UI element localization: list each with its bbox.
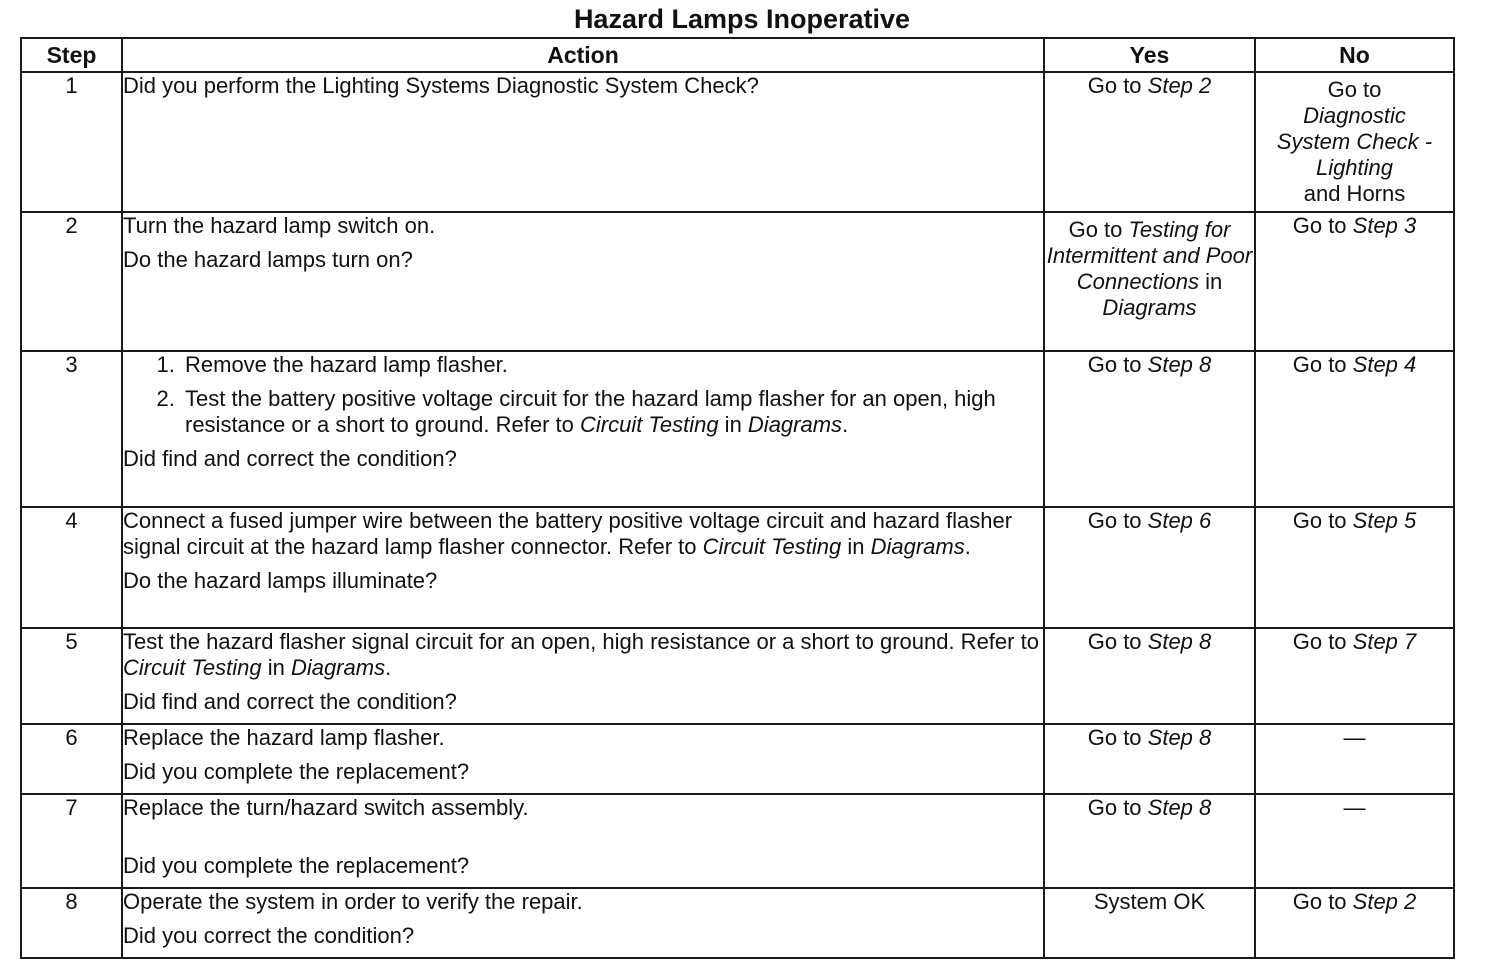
- yes-step-link[interactable]: Step 2: [1147, 73, 1212, 98]
- action-text-body: Connect a fused jumper wire between the battery positive voltage circuit and hazard flasher signal circuit at the hazard lamp flasher connector. Refer to: [123, 508, 1013, 559]
- yes-cell: [1044, 212, 1255, 351]
- circuit-testing-link[interactable]: Circuit Testing: [123, 655, 262, 680]
- yes-prefix: Go to: [1068, 217, 1129, 242]
- no-cell: [1255, 507, 1454, 628]
- action-text-end: .: [964, 534, 971, 559]
- list-item: [181, 386, 1043, 438]
- yes-cell: [1044, 628, 1255, 724]
- page-title: Hazard Lamps Inoperative: [573, 4, 911, 34]
- no-prefix: Go to: [1292, 213, 1353, 238]
- no-cell: [1255, 888, 1454, 958]
- list-item: 1. Remove the hazard lamp flasher.: [181, 352, 1043, 378]
- no-prefix: Go to: [1292, 889, 1353, 914]
- no-cell: [1255, 794, 1454, 888]
- yes-step-link[interactable]: Step 8: [1147, 795, 1212, 820]
- step-number: 2: [21, 212, 122, 351]
- action-cell: [122, 507, 1044, 628]
- no-cell: [1255, 72, 1454, 212]
- action-text: Did you perform the Lighting Systems Diagnostic System Check?: [123, 73, 759, 98]
- action-text-mid: in: [841, 534, 871, 559]
- diagrams-link[interactable]: Diagrams: [870, 534, 965, 559]
- table-row: [21, 212, 1454, 351]
- action-question: Did find and correct the condition?: [123, 446, 457, 471]
- action-text: Replace the turn/hazard switch assembly.: [123, 795, 529, 820]
- header-action: Action: [122, 38, 1044, 72]
- step-number: 7: [21, 794, 122, 888]
- table-row: [21, 724, 1454, 794]
- yes-cell: [1044, 888, 1255, 958]
- yes-mid: in: [1199, 269, 1223, 294]
- no-cell: [1255, 724, 1454, 794]
- action-cell: [122, 351, 1044, 507]
- action-cell: [122, 724, 1044, 794]
- circuit-testing-link[interactable]: Circuit Testing: [579, 412, 719, 437]
- action-question: Do the hazard lamps illuminate?: [123, 568, 438, 593]
- header-no: No: [1255, 38, 1454, 72]
- list-item-mid: in: [718, 412, 748, 437]
- yes-cell: [1044, 507, 1255, 628]
- action-cell: [122, 888, 1044, 958]
- yes-prefix: Go to: [1087, 352, 1148, 377]
- list-item-text: Test the battery positive voltage circuit for the hazard lamp flasher for an open, high resistance or a short to ground. Refer to: [185, 386, 996, 437]
- header-step: Step: [21, 38, 122, 72]
- action-text: [123, 508, 1043, 560]
- action-text: Replace the hazard lamp flasher.: [123, 725, 445, 750]
- action-cell: [122, 628, 1044, 724]
- action-list: [123, 352, 1043, 438]
- no-prefix: Go to: [1292, 508, 1353, 533]
- action-text: Turn the hazard lamp switch on.: [123, 213, 436, 238]
- list-item-end: .: [842, 412, 849, 437]
- yes-step-link[interactable]: Step 6: [1147, 508, 1212, 533]
- no-action-dash: —: [1343, 795, 1366, 820]
- action-text: [123, 629, 1043, 681]
- yes-cell: [1044, 724, 1255, 794]
- no-step-link[interactable]: Step 3: [1352, 213, 1417, 238]
- yes-prefix: Go to: [1087, 795, 1148, 820]
- table-row: [21, 628, 1454, 724]
- action-text: Operate the system in order to verify the repair.: [123, 889, 583, 914]
- table-row: [21, 72, 1454, 212]
- no-step-link[interactable]: Step 7: [1352, 629, 1417, 654]
- yes-step-link[interactable]: Step 8: [1147, 725, 1212, 750]
- action-question: Did you complete the replacement?: [123, 759, 470, 784]
- no-suffix: and Horns: [1303, 181, 1406, 206]
- table-row: [21, 888, 1454, 958]
- no-step-link[interactable]: Step 2: [1352, 889, 1417, 914]
- yes-prefix: Go to: [1087, 725, 1148, 750]
- no-prefix: Go to: [1292, 352, 1353, 377]
- action-cell: [122, 794, 1044, 888]
- yes-prefix: Go to: [1087, 629, 1148, 654]
- diagnostic-table: [20, 37, 1455, 959]
- no-action-dash: —: [1343, 725, 1366, 750]
- action-question: Did you complete the replacement?: [123, 853, 470, 878]
- no-cell: [1255, 351, 1454, 507]
- action-question: Did find and correct the condition?: [123, 689, 457, 714]
- step-number: 8: [21, 888, 122, 958]
- yes-cell: [1044, 794, 1255, 888]
- action-question: Did you correct the condition?: [123, 923, 415, 948]
- yes-link[interactable]: Testing for Intermittent and Poor Connections: [1046, 217, 1253, 294]
- action-question: Do the hazard lamps turn on?: [123, 247, 413, 272]
- step-number: 3: [21, 351, 122, 507]
- yes-link-diagrams[interactable]: Diagrams: [1102, 295, 1197, 320]
- yes-step-link[interactable]: Step 8: [1147, 629, 1212, 654]
- action-text-mid: in: [261, 655, 291, 680]
- no-cell: [1255, 212, 1454, 351]
- step-number: 4: [21, 507, 122, 628]
- circuit-testing-link[interactable]: Circuit Testing: [702, 534, 842, 559]
- yes-prefix: Go to: [1087, 73, 1148, 98]
- step-number: 5: [21, 628, 122, 724]
- table-row: [21, 794, 1454, 888]
- no-prefix: Go to: [1292, 629, 1353, 654]
- diagrams-link[interactable]: Diagrams: [747, 412, 843, 437]
- header-row: [21, 38, 1454, 72]
- yes-step-link[interactable]: Step 8: [1147, 352, 1212, 377]
- yes-prefix: Go to: [1087, 508, 1148, 533]
- action-cell: [122, 72, 1044, 212]
- action-text-body: Test the hazard flasher signal circuit for an open, high resistance or a short to ground. Refer to: [123, 629, 1039, 654]
- step-number: 1: [21, 72, 122, 212]
- no-prefix: Go to: [1327, 77, 1382, 102]
- yes-cell: [1044, 72, 1255, 212]
- yes-result: System OK: [1093, 889, 1206, 914]
- table-row: [21, 351, 1454, 507]
- action-text-end: .: [385, 655, 392, 680]
- no-step-link[interactable]: Step 4: [1352, 352, 1417, 377]
- yes-cell: [1044, 351, 1255, 507]
- no-link[interactable]: Diagnostic System Check - Lighting: [1276, 103, 1433, 180]
- diagrams-link[interactable]: Diagrams: [290, 655, 386, 680]
- no-step-link[interactable]: Step 5: [1352, 508, 1417, 533]
- header-yes: Yes: [1044, 38, 1255, 72]
- action-cell: [122, 212, 1044, 351]
- no-cell: [1255, 628, 1454, 724]
- step-number: 6: [21, 724, 122, 794]
- table-row: [21, 507, 1454, 628]
